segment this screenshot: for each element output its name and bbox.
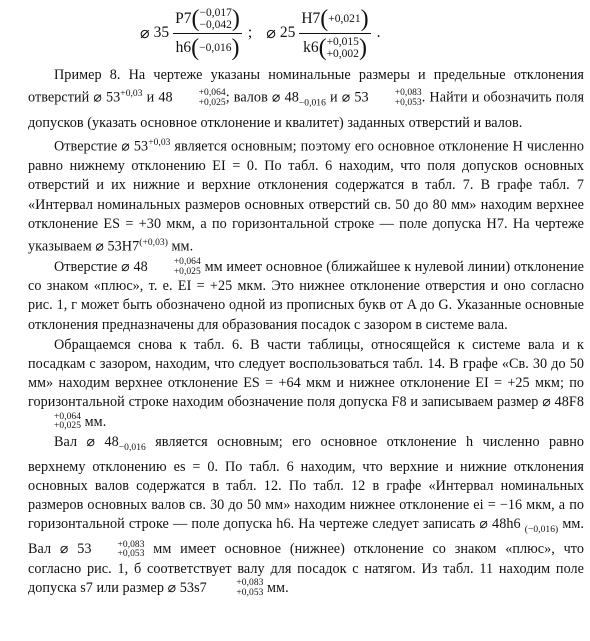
shaft-deviation: ( +0,015 +0,002 ) xyxy=(318,34,367,61)
paragraph-shaft-48: Вал ⌀ $48_{-0,016}$ является основным; его основное отклонение h численно равно верхнему отклонению es = 0. По табл. 6 находим, что верхние и нижние отклонения основных валов содержатся в табл. 12. По табл. 12 в графе «Интервал номинальных размеров основных валов св. 30 до 50 мм» находим нижнее отклонение ei = −16 мкм, а по горизонтальной строке — поле допуска h6. На чертеже следует записать ⌀ 48h6 $_{(-0,016)}$ мм. Вал ⌀ 53 +0,083 +0,053 мм имеет основное (нижнее) отклонение со знаком «плюс», что согласно рис. 1, б соответствует валу для посадок с натягом. Из табл. 11 находим поле допуска s7 или размер ⌀ 53s7 +0,083 +0,053 мм. xyxy=(28,433,585,598)
lower-deviation: −0,016 xyxy=(199,41,232,54)
fit-formula-35 xyxy=(140,7,266,60)
fit-formula-25 xyxy=(266,7,394,60)
tolerance-stack: +0,064 +0,025 xyxy=(198,88,226,108)
tolerance-stack: +0,083 +0,053 xyxy=(117,539,145,560)
upper-deviation: +0,015 xyxy=(326,35,359,48)
shaft-field-label: k6 xyxy=(303,38,319,56)
shaft-deviation: ( −0,016 ) xyxy=(191,34,240,61)
lower-deviation: −0,042 xyxy=(199,18,232,31)
fit-fraction xyxy=(299,7,370,60)
nominal-size: 35 xyxy=(153,24,170,41)
fraction-bar xyxy=(173,33,242,34)
upper-deviation: −0,017 xyxy=(199,6,232,19)
fit-fraction xyxy=(173,7,242,60)
formula-end: . xyxy=(376,24,381,41)
fraction-bar xyxy=(299,33,370,34)
tolerance-stack: +0,064 +0,025 xyxy=(173,257,201,277)
formula-separator: ; xyxy=(247,24,253,41)
hole-field-label: H7 xyxy=(301,9,321,27)
tolerance-stack: +0,064 +0,025 xyxy=(54,411,82,432)
nominal-size: 25 xyxy=(279,24,296,41)
body-text xyxy=(28,66,584,598)
shaft-field-label: h6 xyxy=(175,38,192,56)
diameter-symbol: ⌀ xyxy=(266,25,276,42)
hole-deviation: ( +0,021 ) xyxy=(320,5,369,32)
upper-deviation: +0,021 xyxy=(328,12,361,25)
hole-field xyxy=(173,7,242,31)
paragraph-example-8: Пример 8. На чертеже указаны номинальные размеры и предельные отклонения отверстий ⌀ $53^{+0,03}$ и 48 +0,064 +0,025 ; валов ⌀ $48_{-0,016}$ и ⌀ 53 +0,083 +0,053 . Найти и обозначить поля допусков (указать основное отклонение и квалитет) заданных отверстий и валов. xyxy=(28,67,585,131)
diameter-symbol: ⌀ xyxy=(140,25,150,42)
shaft-field xyxy=(174,36,242,60)
paragraph-hole-48: Отверстие ⌀ 48 +0,064 +0,025 мм имеет основное (ближайшее к нулевой линии) отклонение со знаком «плюс», т. е. EI = +25 мкм. Это нижнее отклонение отверстия и оно согласно рис. 1, г может быть обозначено одной из прописных букв от A до G. Указанные основные отклонения предназначены для образования посадок с зазором в системе вала. xyxy=(28,257,584,333)
hole-deviation: ( −0,017 −0,042 ) xyxy=(191,5,240,32)
paragraph-hole-53: Отверстие ⌀ $53^{+0,03}$ является основным; поэтому его основное отклонение H численно равно нижнему отклонению EI = 0. По табл. 6 находим, что поля допусков основных отверстий и их нижние и верхние отклонения содержатся в табл. 7. В графе табл. 7 «Интервал номинальных размеров основных отверстий св. 50 до 80 мм» находим верхнее отклонение ES = +30 мкм, а по горизонтальной строке — поле допуска H7. На чертеже указываем ⌀ $53H7^{(+0,03)}$ мм. xyxy=(28,138,584,255)
lower-deviation: +0,002 xyxy=(326,47,359,60)
fit-formulas xyxy=(140,4,395,62)
hole-field-label: P7 xyxy=(175,9,192,27)
tolerance-stack: +0,083 +0,053 xyxy=(394,88,422,108)
shaft-field xyxy=(301,36,369,60)
paragraph-table-6: Обращаемся снова к табл. 6. В части таблицы, относящейся к системе вала и к посадкам с зазором, находим, что следует воспользоваться табл. 14. В графе «Св. 30 до 50 мм» находим верхнее отклонение ES = +64 мкм и нижнее отклонение EI = +25 мкм; по горизонтальной строке находим обозначение поля допуска F8 и записываем размер ⌀ 48F8 +0,064 +0,025 мм. xyxy=(28,336,584,432)
hole-field xyxy=(299,7,370,31)
tolerance-stack: +0,083 +0,053 xyxy=(236,578,264,598)
